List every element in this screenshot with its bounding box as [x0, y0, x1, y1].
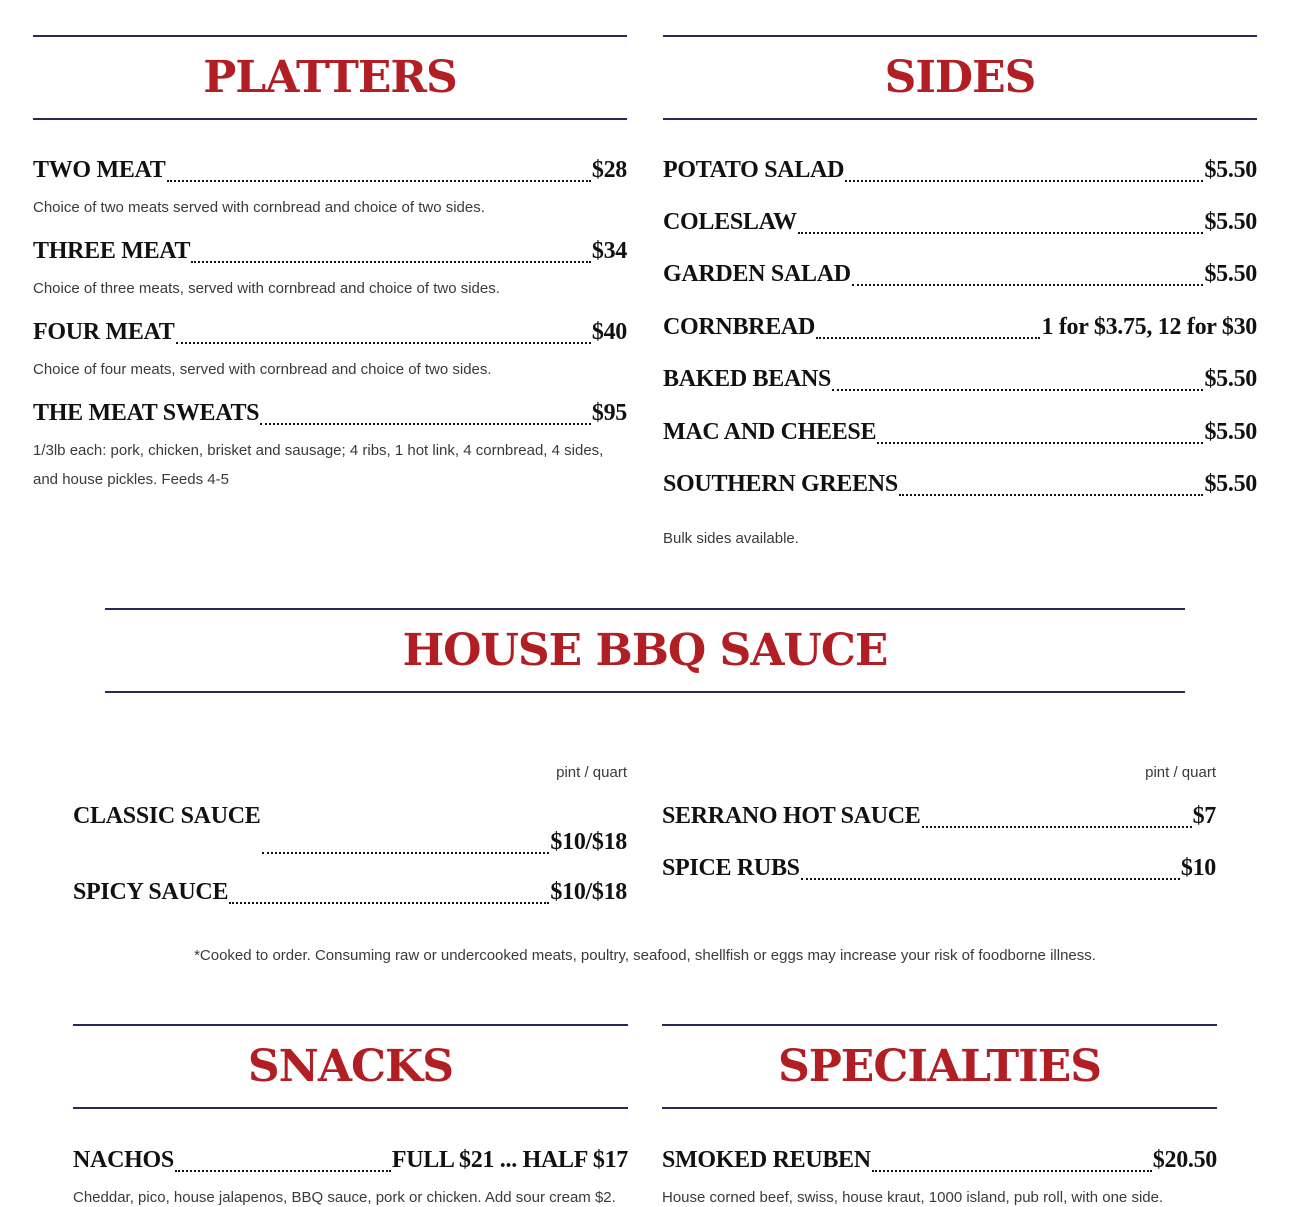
menu-item-nachos: [73, 1146, 628, 1174]
item-name: COLESLAW: [663, 209, 797, 235]
item-price: $5.50: [1204, 471, 1257, 497]
item-price: $5.50: [1204, 157, 1257, 183]
dot-leader: [845, 180, 1203, 182]
dot-leader: [176, 342, 591, 344]
platters-title: PLATTERS: [203, 52, 457, 103]
item-price: $10/$18: [550, 829, 627, 855]
item-price: $10: [1180, 855, 1216, 881]
item-name: THE MEAT SWEATS: [33, 400, 260, 426]
dot-leader: [167, 180, 591, 182]
specialties-bottom-rule: [662, 1107, 1217, 1109]
side-item: [663, 260, 1257, 288]
dot-leader: [801, 878, 1180, 880]
item-price: $5.50: [1204, 261, 1257, 287]
item-name: NACHOS: [73, 1147, 174, 1173]
sides-title: SIDES: [884, 52, 1036, 103]
item-price: $10/$18: [550, 879, 627, 905]
item-name: CORNBREAD: [663, 314, 815, 340]
item-name: GARDEN SALAD: [663, 261, 851, 287]
side-item: [663, 365, 1257, 393]
item-price: $5.50: [1204, 366, 1257, 392]
snacks-section: [73, 1024, 628, 1109]
item-name: SOUTHERN GREENS: [663, 471, 898, 497]
item-price: $34: [591, 238, 627, 264]
item-name: CLASSIC SAUCE: [73, 803, 261, 829]
item-name: SERRANO HOT SAUCE: [662, 803, 921, 829]
sauce-title: HOUSE BBQ SAUCE: [402, 625, 888, 676]
dot-leader: [175, 1170, 391, 1172]
sides-section: [663, 35, 1257, 120]
item-name: FOUR MEAT: [33, 319, 175, 345]
item-description: 1/3lb each: pork, chicken, brisket and sausage; 4 ribs, 1 hot link, 4 cornbread, 4 sides, and house pickles. Feeds 4-5: [33, 442, 604, 488]
sauce-bottom-rule: [105, 691, 1185, 693]
dot-leader: [877, 442, 1203, 444]
item-price: $40: [591, 319, 627, 345]
item-description: Choice of three meats, served with cornbread and choice of two sides.: [33, 280, 500, 297]
item-price: FULL $21 ... HALF $17: [391, 1147, 628, 1173]
menu-item-smoked-reuben: [662, 1146, 1217, 1174]
dot-leader: [816, 337, 1040, 339]
menu-item-four-meat: [33, 318, 627, 346]
item-name: SMOKED REUBEN: [662, 1147, 871, 1173]
item-name: SPICY SAUCE: [73, 879, 229, 905]
item-price: $28: [591, 157, 627, 183]
menu-item-meat-sweats: [33, 399, 627, 427]
item-description: Choice of two meats served with cornbread and choice of two sides.: [33, 199, 485, 216]
side-item: [663, 208, 1257, 236]
sauce-size-header: pint / quart: [1145, 764, 1216, 781]
dot-leader: [899, 494, 1204, 496]
item-description: Cheddar, pico, house jalapenos, BBQ sauce, pork or chicken. Add sour cream $2.: [73, 1189, 616, 1206]
sauce-section: [105, 608, 1185, 693]
side-item: [663, 418, 1257, 446]
item-description: House corned beef, swiss, house kraut, 1000 island, pub roll, with one side.: [662, 1189, 1164, 1206]
dot-leader: [922, 826, 1192, 828]
item-name: POTATO SALAD: [663, 157, 845, 183]
sauce-item-spicy: [73, 878, 627, 906]
sides-note: Bulk sides available.: [663, 530, 799, 547]
sauce-item-spice-rubs: [662, 854, 1216, 882]
item-price: $5.50: [1204, 209, 1257, 235]
platters-section: [33, 35, 627, 120]
specialties-title: SPECIALTIES: [777, 1041, 1102, 1092]
food-safety-disclaimer: *Cooked to order. Consuming raw or undercooked meats, poultry, seafood, shellfish or eggs may increase your risk of foodborne illness.: [194, 947, 1096, 964]
item-name: TWO MEAT: [33, 157, 166, 183]
dot-leader: [260, 423, 591, 425]
dot-leader: [872, 1170, 1152, 1172]
item-name: SPICE RUBS: [662, 855, 800, 881]
sauce-item-classic: [73, 802, 627, 856]
menu-item-three-meat: [33, 237, 627, 265]
side-item: [663, 156, 1257, 184]
dot-leader: [229, 902, 549, 904]
item-name: BAKED BEANS: [663, 366, 832, 392]
side-item: [663, 470, 1257, 498]
sauce-item-serrano: [662, 802, 1216, 830]
snacks-title: SNACKS: [247, 1041, 454, 1092]
item-price: $5.50: [1204, 419, 1257, 445]
dot-leader: [798, 232, 1204, 234]
menu-item-two-meat: [33, 156, 627, 184]
item-price: $7: [1192, 803, 1216, 829]
dot-leader: [262, 852, 550, 854]
item-price: $20.50: [1152, 1147, 1217, 1173]
dot-leader: [852, 284, 1204, 286]
item-name: THREE MEAT: [33, 238, 191, 264]
item-price: $95: [591, 400, 627, 426]
sides-bottom-rule: [663, 118, 1257, 120]
dot-leader: [191, 261, 591, 263]
specialties-section: [662, 1024, 1217, 1109]
side-item: [663, 313, 1257, 341]
item-description: Choice of four meats, served with cornbread and choice of two sides.: [33, 361, 492, 378]
sauce-size-header: pint / quart: [556, 764, 627, 781]
item-name: MAC AND CHEESE: [663, 419, 877, 445]
dot-leader: [832, 389, 1203, 391]
snacks-bottom-rule: [73, 1107, 628, 1109]
item-price: 1 for $3.75, 12 for $30: [1041, 314, 1257, 340]
platters-bottom-rule: [33, 118, 627, 120]
